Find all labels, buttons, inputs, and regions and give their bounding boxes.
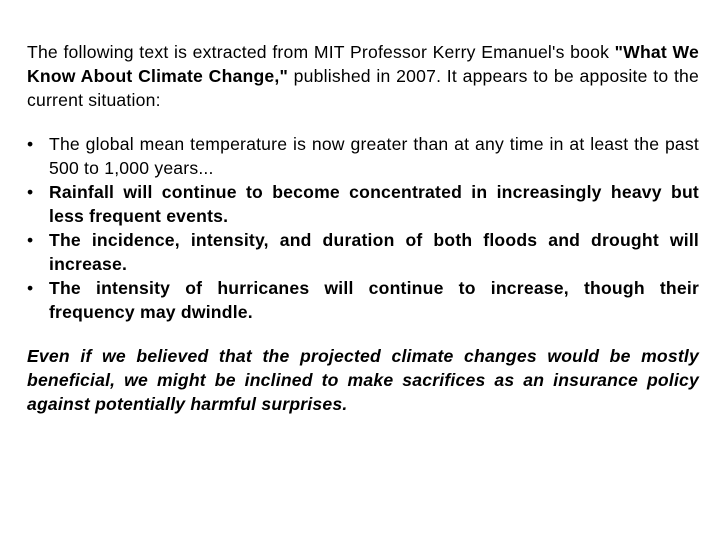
bullet-list (27, 132, 699, 324)
bullet-marker: • (27, 134, 34, 154)
intro-text-start: The following text is extracted from MIT Professor Kerry Emanuel's book (27, 42, 615, 62)
slide-content (27, 40, 699, 416)
closing-paragraph: Even if we believed that the projected climate changes would be mostly beneficial, we might be inclined to make sacrifices as an insurance policy against potentially harmful surprises. (27, 346, 699, 414)
bullet-marker: • (27, 278, 34, 298)
bullet-text: The global mean temperature is now greater than at any time in at least the past 500 to 1,000 years... (49, 134, 699, 178)
bullet-text: Rainfall will continue to become concentrated in increasingly heavy but less frequent events. (49, 182, 699, 226)
bullet-item (27, 180, 699, 228)
bullet-item (27, 228, 699, 276)
intro-paragraph (27, 40, 699, 112)
bullet-item (27, 276, 699, 324)
bullet-text: The incidence, intensity, and duration of both floods and drought will increase. (49, 230, 699, 274)
book-title: "What We Know About Climate Change," (27, 42, 699, 86)
bullet-item (27, 132, 699, 180)
bullet-marker: • (27, 230, 34, 250)
bullet-marker: • (27, 182, 34, 202)
intro-text-end: published in 2007. It appears to be apposite to the current situation: (27, 66, 699, 110)
bullet-text: The intensity of hurricanes will continue to increase, though their frequency may dwindle. (49, 278, 699, 322)
